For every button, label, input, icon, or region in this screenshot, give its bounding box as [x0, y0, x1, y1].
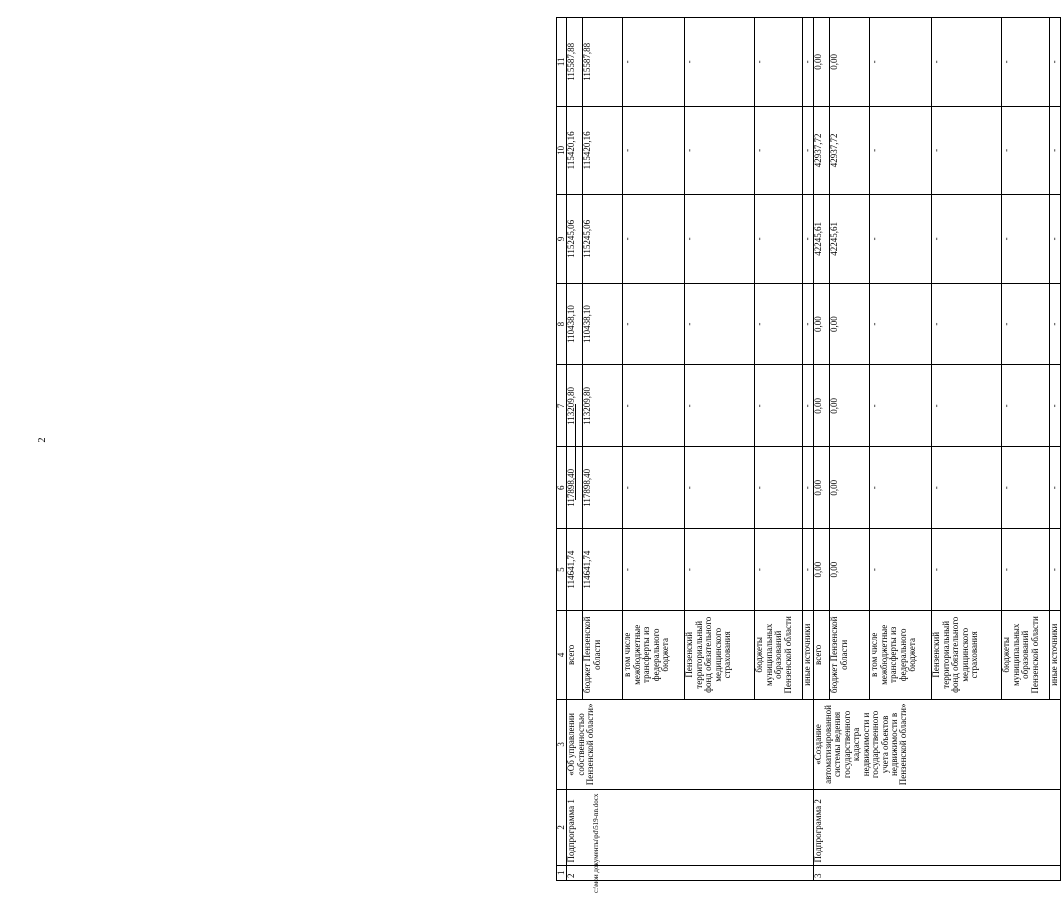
col-number-3: 3	[557, 699, 567, 790]
amount-cell: -	[623, 18, 685, 107]
amount-cell: -	[1050, 447, 1061, 529]
amount-cell: -	[870, 18, 932, 107]
amount-cell: 113209,80	[583, 365, 623, 447]
amount-cell: 115420,16	[567, 106, 583, 195]
amount-cell: 0,00	[830, 283, 870, 365]
funding-source: иные источники	[1050, 611, 1061, 700]
amount-cell: -	[870, 365, 932, 447]
amount-cell: -	[932, 106, 1002, 195]
amount-cell: -	[685, 365, 755, 447]
amount-cell: 0,00	[814, 529, 830, 611]
funding-source: в том числе межбюджетные трансферты из федерального бюджета	[870, 611, 932, 700]
amount-cell: 117898,40	[583, 447, 623, 529]
amount-cell: 0,00	[814, 447, 830, 529]
amount-cell: -	[1050, 283, 1061, 365]
amount-cell: -	[755, 529, 803, 611]
amount-cell: 115245,06	[567, 195, 583, 284]
amount-cell: -	[870, 529, 932, 611]
amount-cell: -	[1002, 195, 1050, 284]
amount-cell: -	[932, 365, 1002, 447]
amount-cell: -	[685, 18, 755, 107]
amount-cell: -	[870, 195, 932, 284]
amount-cell: -	[932, 283, 1002, 365]
amount-cell: -	[803, 106, 814, 195]
amount-cell: -	[685, 447, 755, 529]
amount-cell: -	[1002, 106, 1050, 195]
row-number: 2	[567, 865, 814, 880]
amount-cell: 0,00	[814, 18, 830, 107]
amount-cell: -	[1002, 365, 1050, 447]
funding-source: бюджеты муниципальных образований Пензенской области	[755, 611, 803, 700]
col-number-6: 6	[557, 447, 567, 529]
funding-source: бюджет Пензенской области	[830, 611, 870, 700]
funding-source: всего	[814, 611, 830, 700]
program-name: Подпрограмма 2	[814, 790, 1061, 865]
amount-cell: -	[1002, 283, 1050, 365]
amount-cell: -	[685, 195, 755, 284]
amount-cell: -	[685, 529, 755, 611]
amount-cell: -	[623, 106, 685, 195]
amount-cell: -	[685, 283, 755, 365]
col-number-4: 4	[557, 611, 567, 700]
amount-cell: 0,00	[830, 447, 870, 529]
amount-cell: -	[870, 106, 932, 195]
program-name: Подпрограмма 1	[567, 790, 814, 865]
amount-cell: 117898,40	[567, 447, 583, 529]
funding-table	[556, 17, 1061, 881]
table-row	[814, 18, 830, 881]
funding-source: всего	[567, 611, 583, 700]
amount-cell: 115420,16	[583, 106, 623, 195]
amount-cell: -	[755, 365, 803, 447]
amount-cell: -	[870, 447, 932, 529]
header-row	[557, 18, 567, 881]
amount-cell: 42937,72	[830, 106, 870, 195]
page-number: 2	[37, 437, 48, 443]
program-title: «Об управлении собственностью Пензенской области»	[567, 699, 814, 790]
amount-cell: 0,00	[830, 365, 870, 447]
amount-cell: -	[1002, 529, 1050, 611]
amount-cell: -	[803, 195, 814, 284]
col-number-2: 2	[557, 790, 567, 865]
col-number-5: 5	[557, 529, 567, 611]
amount-cell: 114641,74	[567, 529, 583, 611]
amount-cell: 110438,10	[567, 283, 583, 365]
program-title: «Создание автоматизированной системы ведения государственного кадастра недвижимости и государственного учета объектов недвижимости в Пензенской области»	[814, 699, 1061, 790]
amount-cell: -	[1002, 18, 1050, 107]
amount-cell: -	[932, 447, 1002, 529]
col-number-1: 1	[557, 865, 567, 880]
funding-source: иные источники	[803, 611, 814, 700]
amount-cell: -	[1002, 447, 1050, 529]
amount-cell: -	[803, 365, 814, 447]
amount-cell: -	[755, 106, 803, 195]
funding-source: бюджеты муниципальных образований Пензенской области	[1002, 611, 1050, 700]
amount-cell: -	[803, 529, 814, 611]
amount-cell: 113209,80	[567, 365, 583, 447]
amount-cell: 115245,06	[583, 195, 623, 284]
amount-cell: 0,00	[830, 18, 870, 107]
amount-cell: -	[755, 447, 803, 529]
amount-cell: -	[1050, 365, 1061, 447]
amount-cell: 0,00	[814, 365, 830, 447]
amount-cell: -	[623, 365, 685, 447]
amount-cell: 42937,72	[814, 106, 830, 195]
table-body	[557, 18, 1061, 881]
amount-cell: -	[1050, 529, 1061, 611]
amount-cell: 110438,10	[583, 283, 623, 365]
table-row	[567, 18, 583, 881]
row-number: 3	[814, 865, 1061, 880]
col-number-8: 8	[557, 283, 567, 365]
amount-cell: -	[685, 106, 755, 195]
funding-source: бюджет Пензенской области	[583, 611, 623, 700]
amount-cell: -	[803, 18, 814, 107]
col-number-7: 7	[557, 365, 567, 447]
amount-cell: -	[623, 447, 685, 529]
footer-path: c:\мои документы\рd\519-nn.docx	[592, 793, 600, 893]
funding-source: Пензенский территориальный фонд обязательного медицинского страхования	[685, 611, 755, 700]
funding-source: в том числе межбюджетные трансферты из федерального бюджета	[623, 611, 685, 700]
amount-cell: 42245,61	[830, 195, 870, 284]
amount-cell: -	[932, 18, 1002, 107]
amount-cell: -	[755, 195, 803, 284]
amount-cell: -	[803, 447, 814, 529]
col-number-10: 10	[557, 106, 567, 195]
amount-cell: -	[755, 18, 803, 107]
amount-cell: -	[755, 283, 803, 365]
amount-cell: 115587,88	[567, 18, 583, 107]
amount-cell: -	[932, 195, 1002, 284]
amount-cell: -	[623, 283, 685, 365]
col-number-9: 9	[557, 195, 567, 284]
amount-cell: -	[803, 283, 814, 365]
amount-cell: -	[932, 529, 1002, 611]
amount-cell: 0,00	[814, 283, 830, 365]
amount-cell: -	[1050, 106, 1061, 195]
funding-source: Пензенский территориальный фонд обязательного медицинского страхования	[932, 611, 1002, 700]
rotated-table-area	[556, 17, 1060, 881]
amount-cell: -	[623, 529, 685, 611]
amount-cell: 0,00	[830, 529, 870, 611]
amount-cell: 115587,88	[583, 18, 623, 107]
amount-cell: -	[1050, 195, 1061, 284]
amount-cell: 114641,74	[583, 529, 623, 611]
amount-cell: -	[1050, 18, 1061, 107]
amount-cell: -	[623, 195, 685, 284]
col-number-11: 11	[557, 18, 567, 107]
amount-cell: 42245,61	[814, 195, 830, 284]
amount-cell: -	[870, 283, 932, 365]
